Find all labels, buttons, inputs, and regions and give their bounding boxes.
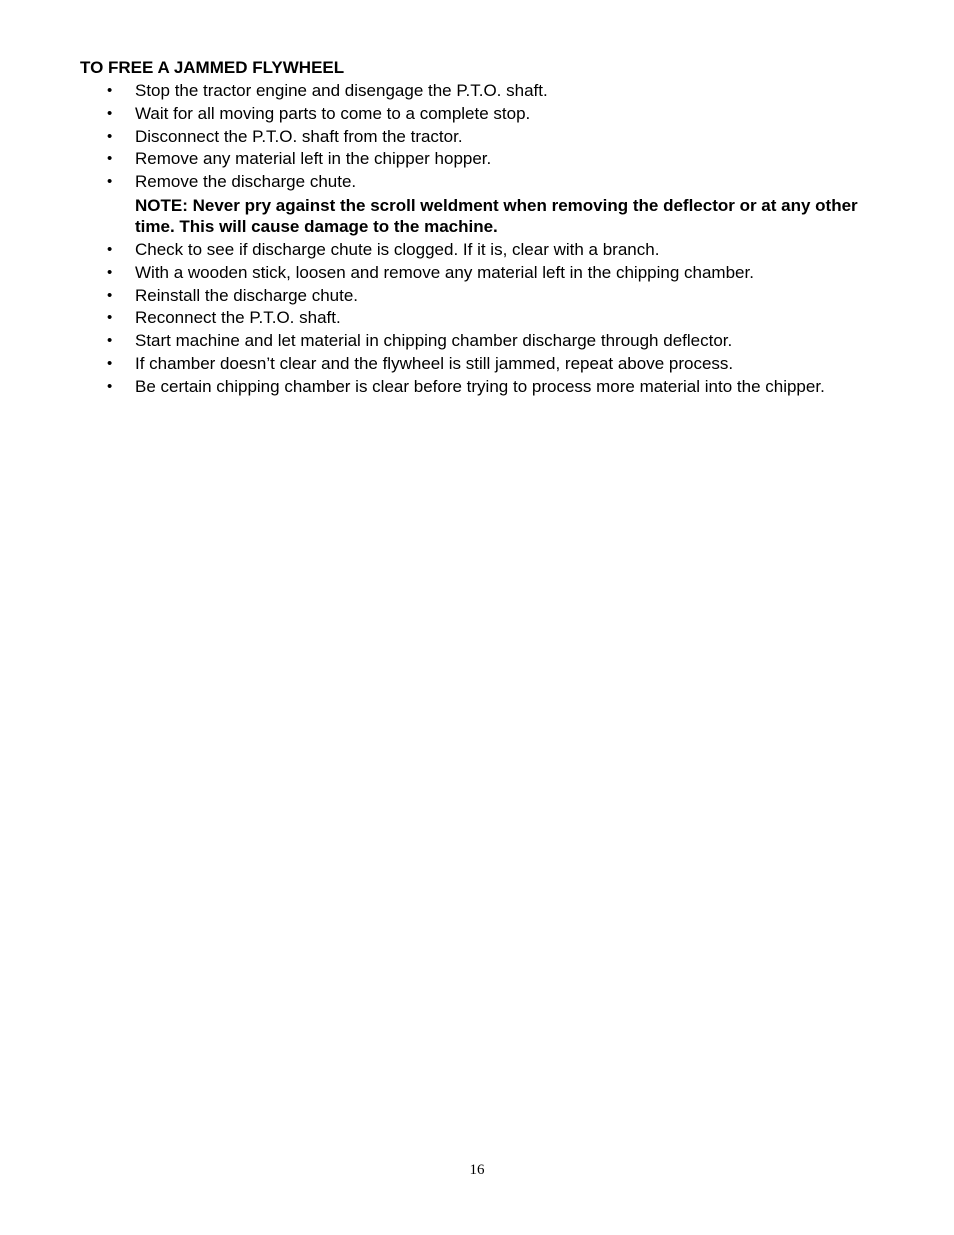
bullet-icon: • <box>107 104 113 122</box>
step-text: Remove the discharge chute. <box>135 172 357 192</box>
bullet-icon: • <box>107 309 113 327</box>
step-text: Disconnect the P.T.O. shaft from the tractor. <box>135 126 463 146</box>
step-text: Be certain chipping chamber is clear before trying to process more material into the chipper. <box>135 376 825 396</box>
warning-note: NOTE: Never pry against the scroll weldment when removing the deflector or at any other time. This will cause damage to the machine. <box>135 195 858 237</box>
list-item <box>80 262 870 285</box>
bullet-icon: • <box>107 240 113 258</box>
page-number: 16 <box>469 1162 485 1178</box>
step-text: Check to see if discharge chute is clogged. If it is, clear with a branch. <box>135 239 660 259</box>
bullet-icon: • <box>107 263 113 281</box>
bullet-icon: • <box>107 377 113 395</box>
bullet-icon: • <box>107 82 113 99</box>
list-item <box>80 285 870 308</box>
step-text: Wait for all moving parts to come to a complete stop. <box>135 103 531 123</box>
list-item <box>80 376 870 399</box>
step-text: Stop the tractor engine and disengage the P.T.O. shaft. <box>135 81 548 100</box>
step-text: Start machine and let material in chipping chamber discharge through deflector. <box>135 331 733 351</box>
bullet-icon: • <box>107 150 113 168</box>
list-item <box>80 80 870 103</box>
list-item <box>80 103 870 126</box>
section-heading: TO FREE A JAMMED FLYWHEEL <box>80 58 345 77</box>
procedure-list <box>80 80 870 399</box>
list-item <box>80 171 870 238</box>
list-item <box>80 307 870 330</box>
bullet-icon: • <box>107 332 113 350</box>
step-text: Remove any material left in the chipper hopper. <box>135 149 492 169</box>
list-item <box>80 126 870 149</box>
step-text: With a wooden stick, loosen and remove any material left in the chipping chamber. <box>135 262 754 282</box>
bullet-icon: • <box>107 286 113 304</box>
bullet-icon: • <box>107 173 113 191</box>
step-text: Reconnect the P.T.O. shaft. <box>135 308 341 328</box>
step-text: Reinstall the discharge chute. <box>135 285 359 305</box>
bullet-icon: • <box>107 127 113 145</box>
list-item <box>80 148 870 171</box>
list-item <box>80 353 870 376</box>
bullet-icon: • <box>107 354 113 372</box>
list-item <box>80 330 870 353</box>
list-item <box>80 239 870 262</box>
step-text: If chamber doesn’t clear and the flywheel is still jammed, repeat above process. <box>135 353 734 373</box>
